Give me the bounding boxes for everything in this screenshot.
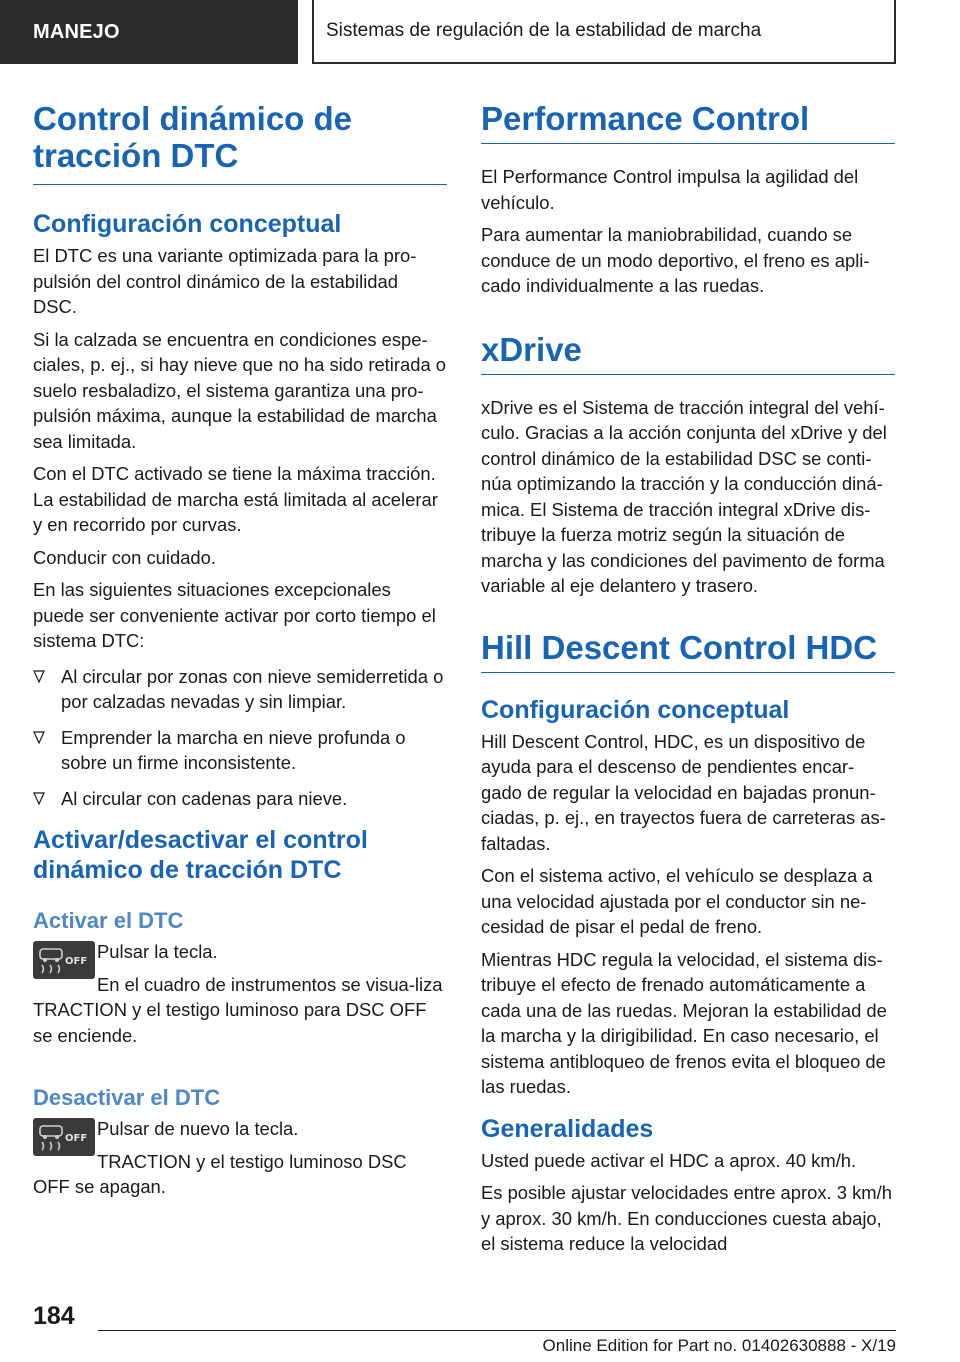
section-title: Sistemas de regulación de la estabilidad de marcha bbox=[326, 20, 762, 41]
dtc-concept-p2: Si la calzada se encuentra en condiciones espe-ciales, p. ej., si hay nieve que no ha sido retirada o suelo resbaladizo, el sistema garantiza una pro-pulsión máxima, aunque la estabilidad de marcha sea limitada. bbox=[33, 328, 447, 452]
list-item: Emprender la marcha en nieve profunda o sobre un firme inconsistente. bbox=[33, 725, 447, 776]
dtc-toggle-heading: Activar/desactivar el control dinámico de tracción DTC bbox=[33, 826, 368, 884]
section-header bbox=[312, 0, 896, 64]
xdrive-title: xDrive bbox=[481, 330, 582, 368]
dtc-concept-p4: Conducir con cuidado. bbox=[33, 546, 216, 568]
dtc-situations-list bbox=[33, 664, 447, 812]
list-item: Al circular por zonas con nieve semiderretida o por calzadas nevadas y sin limpiar. bbox=[33, 664, 447, 715]
hdc-p2: Con el sistema activo, el vehículo se desplaza a una velocidad ajustada por el conductor sin ne-cesidad de pisar el pedal de freno. bbox=[481, 865, 873, 937]
hdc-p3: Mientras HDC regula la velocidad, el sistema dis-tribuye el efecto de frenado automáticamente a cada una de las ruedas. Mejoran la estabilidad de la marcha y la dirigibilidad. En caso necesario, el sistema antibloqueo de frenos evita el bloqueo de las ruedas. bbox=[481, 948, 887, 1097]
performance-p1: El Performance Control impulsa la agilidad del vehículo. bbox=[481, 166, 859, 213]
deactivate-dtc-p2: TRACTION y el testigo luminoso DSC OFF se apagan. bbox=[33, 1150, 407, 1197]
hdc-rule bbox=[481, 672, 895, 673]
chapter-tab bbox=[0, 0, 298, 64]
dtc-title: Control dinámico de tracción DTC bbox=[33, 100, 353, 174]
xdrive-rule bbox=[481, 374, 895, 375]
performance-control-rule bbox=[481, 143, 895, 144]
general-heading: Generalidades bbox=[481, 1114, 654, 1143]
dtc-button-icon bbox=[33, 1118, 95, 1156]
edition-note: Online Edition for Part no. 01402630888 - X/19 bbox=[542, 1336, 896, 1355]
dtc-concept-p5: En las siguientes situaciones excepcionales puede ser conveniente activar por corto tiempo el sistema DTC: bbox=[33, 579, 436, 651]
left-column bbox=[33, 100, 447, 1200]
deactivate-dtc-block bbox=[33, 1116, 447, 1142]
triangle-bullet-icon bbox=[33, 792, 45, 805]
list-item: Al circular con cadenas para nieve. bbox=[33, 786, 447, 812]
xdrive-p1: xDrive es el Sistema de tracción integral del vehí-culo. Gracias a la acción conjunta del xDrive y del control dinámico de la estabilidad DSC se conti-núa optimizando la tracción y la conducción diná-mica. El Sistema de tracción integral xDrive dis-tribuye la fuerza motriz según la situación de marcha y las condiciones del pavimento de forma variable al eje delantero y trasero. bbox=[481, 396, 887, 596]
deactivate-dtc-p1: Pulsar de nuevo la tecla. bbox=[97, 1118, 299, 1139]
hdc-p1: Hill Descent Control, HDC, es un dispositivo de ayuda para el descenso de pendientes encar-gado de regular la velocidad en bajadas pronun-ciadas, p. ej., en trayectos fuera de carreteras as-faltadas. bbox=[481, 730, 886, 854]
activate-dtc-p1: Pulsar la tecla. bbox=[97, 941, 218, 962]
performance-control-title: Performance Control bbox=[481, 100, 810, 137]
triangle-bullet-icon bbox=[33, 731, 45, 744]
footer-rule bbox=[98, 1330, 896, 1331]
triangle-bullet-icon bbox=[33, 670, 45, 683]
general-p2: Es posible ajustar velocidades entre aprox. 3 km/h y aprox. 30 km/h. En conducciones cuesta abajo, el sistema reduce la velocidad bbox=[481, 1182, 892, 1254]
activate-dtc-block bbox=[33, 939, 447, 965]
hdc-concept-heading: Configuración conceptual bbox=[481, 695, 790, 724]
performance-p2: Para aumentar la maniobrabilidad, cuando se conduce de un modo deportivo, el freno es apli-cado individualmente a las ruedas. bbox=[481, 224, 870, 296]
svg-text:OFF: OFF bbox=[65, 1133, 88, 1144]
deactivate-dtc-heading: Desactivar el DTC bbox=[33, 1085, 221, 1110]
chapter-label: MANEJO bbox=[33, 20, 120, 43]
general-p1: Usted puede activar el HDC a aprox. 40 km/h. bbox=[481, 1149, 857, 1171]
dtc-concept-p1: El DTC es una variante optimizada para la pro-pulsión del control dinámico de la estabilidad DSC. bbox=[33, 245, 417, 317]
dtc-concept-p3: Con el DTC activado se tiene la máxima tracción. La estabilidad de marcha está limitada al acelerar y en recorrido por curvas. bbox=[33, 463, 438, 535]
activate-dtc-heading: Activar el DTC bbox=[33, 908, 184, 933]
activate-dtc-p2: En el cuadro de instrumentos se visua-liza TRACTION y el testigo luminoso para DSC OFF se enciende. bbox=[33, 973, 443, 1046]
page-number: 184 bbox=[33, 1302, 75, 1330]
dtc-concept-heading: Configuración conceptual bbox=[33, 210, 342, 238]
svg-text:OFF: OFF bbox=[65, 956, 88, 967]
dtc-title-rule bbox=[33, 184, 447, 185]
dtc-button-icon bbox=[33, 941, 95, 979]
right-column bbox=[481, 100, 895, 1257]
hdc-title: Hill Descent Control HDC bbox=[481, 628, 878, 666]
